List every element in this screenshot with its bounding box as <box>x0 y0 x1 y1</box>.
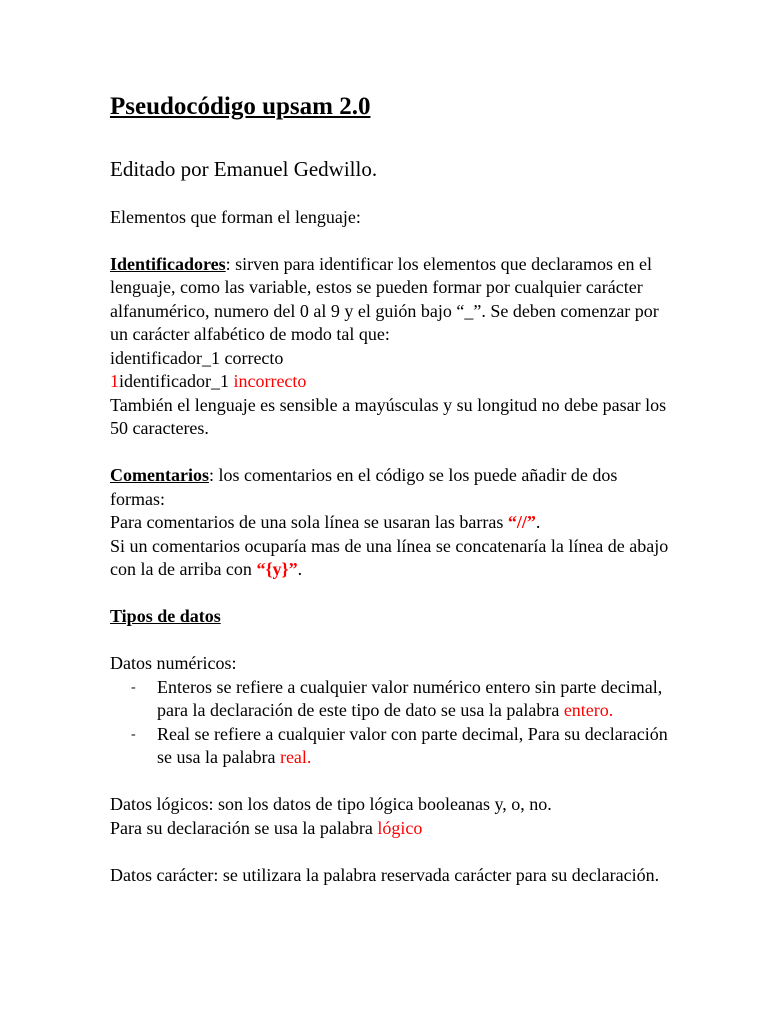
identificadores-note: También el lenguaje es sensible a mayúsculas y su longitud no debe pasar los 50 caracteres. <box>110 394 667 438</box>
example-bad-label: incorrecto <box>233 371 307 391</box>
example-incorrect <box>110 370 670 394</box>
example-bad-body: identificador_1 <box>119 371 234 391</box>
comentarios-line-1-end: . <box>535 512 541 532</box>
comment-syntax-slashes: “//” <box>507 512 536 532</box>
spacer <box>110 840 670 864</box>
numeric-types-list <box>110 676 670 770</box>
page-title: Pseudocódigo upsam 2.0 <box>110 93 371 120</box>
list-item-entero <box>110 676 670 723</box>
comment-syntax-concat: “{y}” <box>256 559 298 579</box>
example-correct: identificador_1 correcto <box>110 347 284 368</box>
identificadores-text: : sirven para identificar los elementos que declaramos en el lenguaje, como las variable, estos se pueden formar por cualquier carácter alfanumérico, numero del 0 al 9 y el guión bajo “_”. Se deben comenzar por un carácter alfabético de modo tal que: <box>110 253 659 344</box>
comentarios-line-2 <box>110 535 670 582</box>
spacer <box>110 629 670 653</box>
comentarios-text: : los comentarios en el código se los puede añadir de dos formas: <box>110 465 618 509</box>
identificadores-heading: Identificadores <box>110 253 226 274</box>
dash-bullet: - <box>131 679 136 695</box>
keyword-logico: lógico <box>377 817 423 838</box>
spacer <box>110 441 670 465</box>
example-bad-prefix: 1 <box>110 371 119 391</box>
tipos-heading: Tipos de datos <box>110 606 221 626</box>
keyword-entero: entero. <box>563 700 614 720</box>
comentarios-line-2-text: Si un comentarios ocuparía mas de una línea se concatenaría la línea de abajo con la de arriba con <box>110 535 669 579</box>
caracter-paragraph: Datos carácter: se utilizara la palabra reservada carácter para su declaración. <box>110 864 660 885</box>
author-line: Editado por Emanuel Gedwillo. <box>110 157 378 181</box>
identificadores-paragraph <box>110 253 670 347</box>
logicos-line-2-text: Para su declaración se usa la palabra <box>110 817 378 838</box>
comentarios-line-1 <box>110 511 670 535</box>
comentarios-line-2-end: . <box>297 559 303 579</box>
real-description: Real se refiere a cualquier valor con parte decimal, Para su declaración se usa la palabra <box>157 723 668 767</box>
numericos-label: Datos numéricos: <box>110 653 237 673</box>
logicos-line-2 <box>110 817 670 841</box>
entero-description: Enteros se refiere a cualquier valor numérico entero sin parte decimal, para la declaración de este tipo de dato se usa la palabra <box>157 676 663 720</box>
spacer <box>110 182 670 206</box>
intro-text: Elementos que forman el lenguaje: <box>110 206 361 227</box>
dash-bullet: - <box>131 726 136 742</box>
spacer <box>110 770 670 794</box>
document-body <box>110 92 670 887</box>
keyword-real: real. <box>279 747 312 767</box>
spacer <box>110 582 670 606</box>
comentarios-paragraph <box>110 464 670 511</box>
comentarios-line-1-text: Para comentarios de una sola línea se usaran las barras <box>110 512 508 532</box>
list-item-real <box>110 723 670 770</box>
comentarios-heading: Comentarios <box>110 465 209 485</box>
logicos-line-1: Datos lógicos: son los datos de tipo lógica booleanas y, o, no. <box>110 794 552 814</box>
spacer <box>110 229 670 253</box>
